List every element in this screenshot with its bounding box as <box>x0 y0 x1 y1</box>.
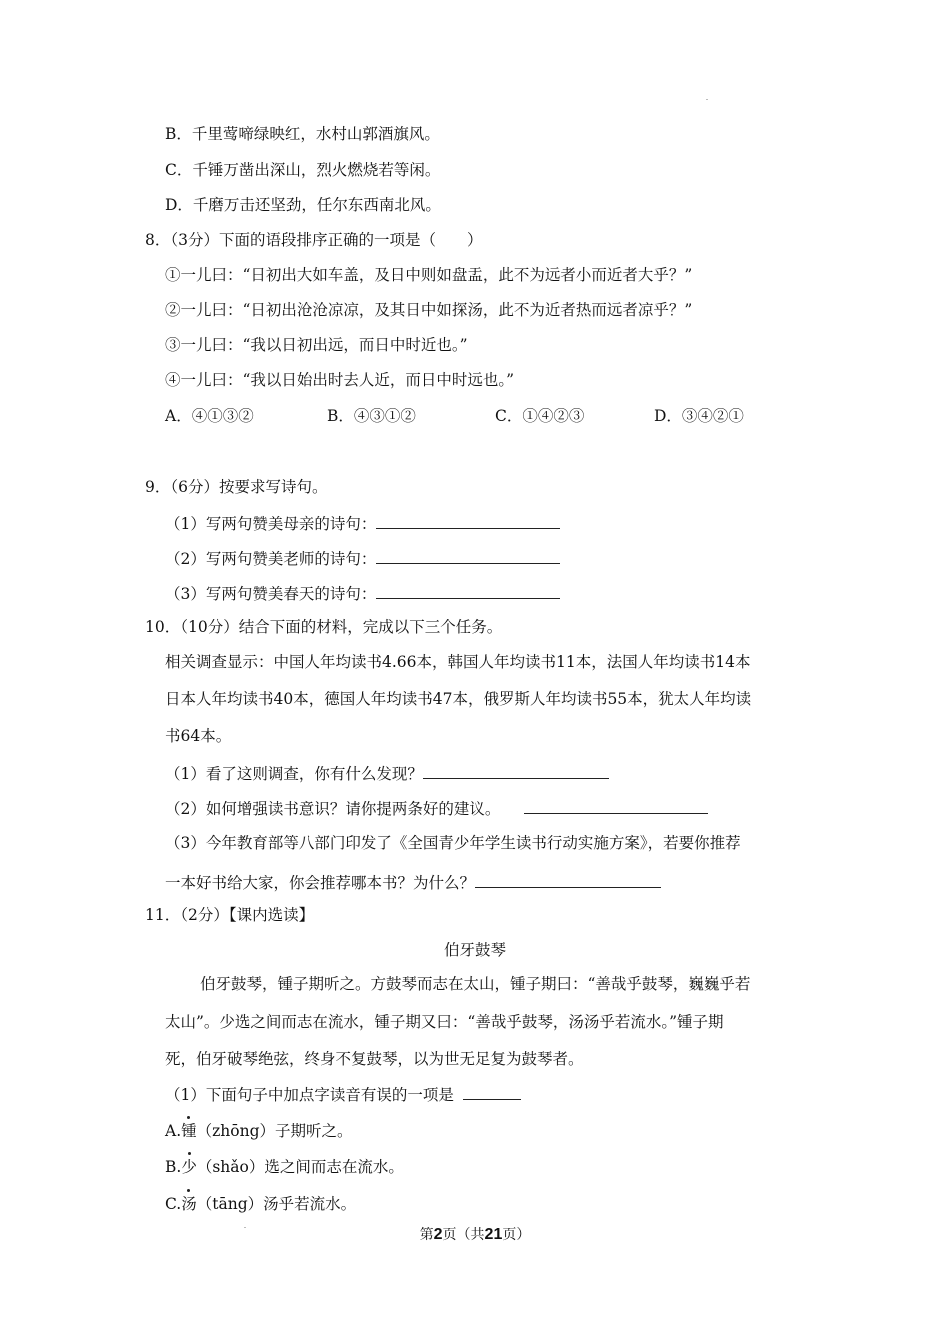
option-letter: B. <box>165 1158 182 1176</box>
q11-option-a <box>165 1121 353 1141</box>
option-letter: C. <box>165 1195 182 1213</box>
q8-option-c: C．①④②③ <box>495 407 585 425</box>
q11-option-b <box>165 1157 404 1177</box>
q10-task-3-cont-text: 一本好书给大家，你会推荐哪本书？为什么？ <box>165 874 476 892</box>
option-text: （zhōng）子期听之。 <box>196 1122 353 1140</box>
q10-task-3: （3）今年教育部等八部门印发了《全国青少年学生读书行动实施方案》，若要你推荐 <box>165 834 741 852</box>
q8-item-3: ③一儿曰：“我以日初出远，而日中时近也。” <box>165 336 468 354</box>
page-footer <box>0 1225 950 1245</box>
answer-blank[interactable] <box>376 512 560 529</box>
passage-line-1: 伯牙鼓琴，锺子期听之。方鼓琴而志在太山，锺子期曰：“善哉乎鼓琴，巍巍乎若 <box>200 975 751 993</box>
q9-item-1-text: （1）写两句赞美母亲的诗句： <box>165 515 377 533</box>
answer-blank[interactable] <box>376 547 560 564</box>
passage-line-3: 死，伯牙破琴绝弦，终身不复鼓琴，以为世无足复为鼓琴者。 <box>165 1050 584 1068</box>
q8-option-d: D．③④②① <box>654 407 744 425</box>
q9-stem: 9．（6分）按要求写诗句。 <box>145 478 328 496</box>
passage-title: 伯牙鼓琴 <box>443 941 506 959</box>
q9-item-3 <box>165 582 560 604</box>
q11-sub-1-text: （1）下面句子中加点字读音有误的一项是 <box>165 1086 454 1104</box>
option-text: （shǎo）选之间而志在流水。 <box>196 1158 404 1176</box>
answer-blank[interactable] <box>423 762 609 779</box>
q8-option-b: B．④③①② <box>327 407 416 425</box>
q10-material-line-3: 书64本。 <box>165 727 232 745</box>
footer-post: 页） <box>502 1227 531 1243</box>
footer-pre: 第 <box>419 1227 434 1243</box>
q10-task-1-text: （1）看了这则调查，你有什么发现？ <box>165 765 423 783</box>
q7-option-c: C．千锤万凿出深山，烈火燃烧若等闲。 <box>165 161 441 179</box>
option-text: （tāng）汤乎若流水。 <box>196 1195 357 1213</box>
q9-item-1 <box>165 512 560 534</box>
q9-item-3-text: （3）写两句赞美春天的诗句： <box>165 585 377 603</box>
q10-task-2-text: （2）如何增强读书意识？请你提两条好的建议。 <box>165 800 501 818</box>
q10-task-2 <box>165 797 708 819</box>
passage-line-2: 太山”。少选之间而志在流水，锺子期又曰：“善哉乎鼓琴，汤汤乎若流水。”锺子期 <box>165 1013 724 1031</box>
dotted-character: 汤 <box>181 1195 197 1213</box>
q10-material-line-2: 日本人年均读书40本，德国人年均读书47本，俄罗斯人年均读书55本，犹太人年均读 <box>165 690 752 708</box>
q7-option-b: B．千里莺啼绿映红，水村山郭酒旗风。 <box>165 125 440 143</box>
q11-stem: 11．（2分）【课内选读】 <box>145 906 315 924</box>
q10-task-3-cont <box>165 871 661 893</box>
dotted-character: 锺 <box>181 1122 197 1140</box>
scan-mark <box>244 1227 246 1228</box>
q8-item-2: ②一儿曰：“日初出沧沧凉凉，及其日中如探汤，此不为近者热而远者凉乎？” <box>165 301 693 319</box>
answer-blank[interactable] <box>463 1083 521 1100</box>
footer-mid: 页（共 <box>442 1227 485 1243</box>
q11-option-c <box>165 1194 356 1214</box>
dotted-character: 少 <box>181 1158 197 1176</box>
answer-blank[interactable] <box>376 582 560 599</box>
q11-sub-1 <box>165 1083 521 1105</box>
q9-item-2-text: （2）写两句赞美老师的诗句： <box>165 550 377 568</box>
q9-item-2 <box>165 547 560 569</box>
page-number: 2 <box>433 1226 443 1243</box>
q8-option-a: A．④①③② <box>165 407 254 425</box>
q10-task-1 <box>165 762 609 784</box>
q7-option-d: D．千磨万击还坚劲，任尔东西南北风。 <box>165 196 441 214</box>
page-total: 21 <box>484 1226 503 1243</box>
q8-item-1: ①一儿曰：“日初出大如车盖，及日中则如盘盂，此不为远者小而近者大乎？” <box>165 266 693 284</box>
q10-stem: 10．（10分）结合下面的材料，完成以下三个任务。 <box>145 618 503 636</box>
q10-material-line-1: 相关调查显示：中国人年均读书4.66本，韩国人年均读书11本，法国人年均读书14本 <box>165 653 751 671</box>
option-letter: A. <box>165 1122 182 1140</box>
q8-stem: 8．（3分）下面的语段排序正确的一项是（ ） <box>145 231 483 249</box>
q8-item-4: ④一儿曰：“我以日始出时去人近，而日中时远也。” <box>165 371 515 389</box>
answer-blank[interactable] <box>524 797 708 814</box>
answer-blank[interactable] <box>475 871 661 888</box>
scan-mark <box>706 99 708 100</box>
